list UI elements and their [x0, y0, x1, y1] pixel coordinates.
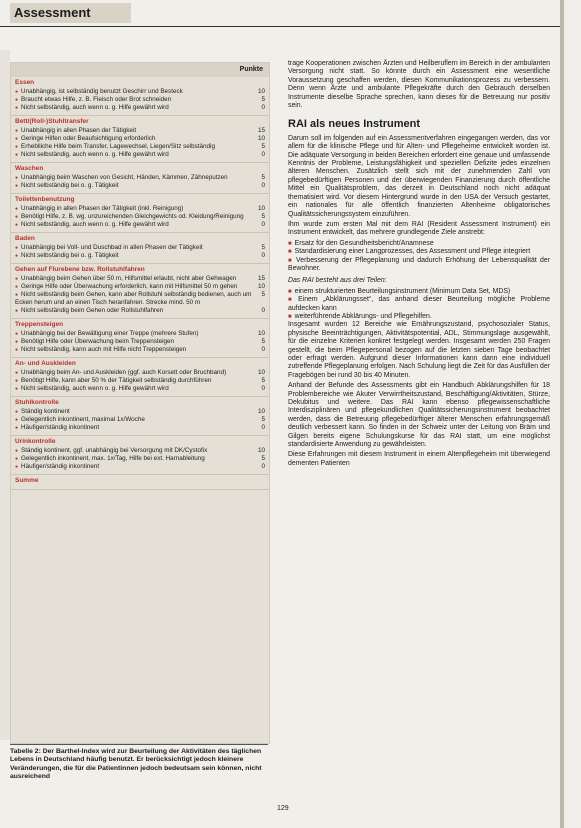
list-item: ■ Einem „Abklärungsset“, das anhand dieser Beurteilung mögliche Probleme aufdecken kann: [288, 296, 550, 313]
list-item: ■ weiterführende Abklärungs- und Pflegehilfen.: [288, 313, 550, 321]
table-row: [15, 338, 265, 346]
points-value: 10: [257, 135, 265, 142]
criterion-text: ● Benötigt Hilfe oder Überwachung beim Treppensteigen: [15, 338, 174, 346]
criterion-text: ● Unabhängig bei der Bewältigung einer Treppe (mehrere Stufen): [15, 330, 199, 338]
points-value: 0: [261, 346, 265, 353]
section-heading: Essen: [15, 79, 35, 86]
points-value: 10: [257, 88, 265, 95]
points-value: 15: [257, 275, 265, 282]
points-value: 10: [257, 369, 265, 376]
table-row: [15, 307, 265, 315]
paragraph: Anhand der Befunde des Assessments gibt ein Handbuch Abklärungshilfen für 18 Problembereiche wie Akuter Verwirrtheitszustand, Beschäftigung/Aktivitäten, Stürze, Dekubitus und weitere. Das RAI kann ebenso pflegewissenschaftliche Interdisziplinären und pflegekundlichen Qualitätssicherungsinstrument beobachtet werden, dass die Betreuung pflegebedürftiger älterer Menschen erfahrungsgemäß deutlich verbessert kann. So finden in der Schweiz unter der Leitung von Bräm und Gilgen bereits eigene Schulungskurse für das RAI statt, um eine möglichst standardisierte Anwendung zu gewährleisten.: [288, 382, 550, 449]
criterion-text: ● Unabhängig bei Voll- und Duschbad in allen Phasen der Tätigkeit: [15, 244, 203, 252]
table-section: [11, 358, 269, 397]
list-item: ■ einem strukturierten Beurteilungsinstrument (Minimum Data Set, MDS): [288, 288, 550, 296]
section-heading: Baden: [15, 235, 35, 242]
paragraph: Insgesamt wurden 12 Bereiche wie Ernährungszustand, psychosozialer Status, physische Beeinträchtigungen, Aktivitätspotential, ADL, Stimmungslage ausgewählt, für die einzelne Kriterien konkret festgelegt werden. Insgesamt werden 250 Fragen gestellt, die beim Pflegepersonal bezogen auf die letzten sieben Tage beobachtet oder erfragt werden. Aufgrund dieser Informationen kann dann eine individuell zutreffende Pflegeplanung erfolgen. Nach Schulung liegt die Zeit für das Ausfüllen der Fragebögen bei rund 30 bis 40 Minuten.: [288, 321, 550, 379]
subheading: Das RAI besteht aus drei Teilen:: [288, 277, 387, 285]
section-heading: Urinkontrolle: [15, 438, 56, 445]
points-value: 0: [261, 424, 265, 431]
table-row: [15, 143, 265, 151]
table-section: [11, 475, 269, 490]
criterion-text: ● Unabhängig, ist selbständig benutzt Geschirr und Besteck: [15, 88, 183, 96]
criterion-text: ● Gelegentlich inkontinent, max. 1x/Tag, Hilfe bei ext. Harnableitung: [15, 455, 205, 463]
table-row: [15, 151, 265, 159]
table-row: [15, 408, 265, 416]
criterion-text: ● Unabhängig beim Gehen über 50 m, Hilfsmittel erlaubt, nicht aber Gehwagen: [15, 275, 236, 283]
table-row: [15, 369, 265, 377]
list-item: ■ Standardisierung einer Langprozesses, des Assessment und Pflege integriert: [288, 248, 550, 256]
intro-paragraph: trage Kooperationen zwischen Ärzten und Heilberuflern im Bereich in der ambulanten Versorgung nicht statt. So könnte durch ein Assessment eine wesentliche Voraussetzung geschaffen werden, diesen Kommunikationsprozess zu verbessern. Denn wenn Ärzte und ambulante Pflegekräfte durch den Gebrauch derselben Instrumente dieselbe Sprache sprechen, kann dieses für die Betreuung nur positiv sein.: [288, 60, 550, 110]
points-value: 0: [261, 385, 265, 392]
criterion-text: ● Braucht etwas Hilfe, z. B. Fleisch oder Brot schneiden: [15, 96, 171, 104]
table-row: [15, 377, 265, 385]
table-row: [15, 330, 265, 338]
points-value: 0: [261, 252, 265, 259]
points-value: 10: [257, 447, 265, 454]
points-value: 5: [261, 338, 265, 345]
points-value: 5: [261, 377, 265, 384]
table-row: [15, 416, 265, 424]
points-value: 10: [257, 330, 265, 337]
criterion-text: ● Geringe Hilfe oder Überwachung erforderlich, kann mit Hilfsmittel 50 m gehen: [15, 283, 237, 291]
criterion-text: ● Unabhängig in allen Phasen der Tätigkeit: [15, 127, 136, 135]
table-row: [15, 252, 265, 260]
list-item: ■ Verbesserung der Pflegeplanung und dadurch Erhöhung der Lebensqualität der Bewohner.: [288, 257, 550, 274]
article-column: [288, 60, 550, 470]
table-section: [11, 436, 269, 475]
table-row: [15, 424, 265, 432]
table-section: [11, 77, 269, 116]
table-section: [11, 116, 269, 163]
table-caption: Tabelle 2: Der Barthel-Index wird zur Beurteilung der Aktivitäten des täglichen Lebens in Deutschland häufig benutzt. Er berücksichtigt jedoch kleinere Veränderungen, die für die Patientinnen jedoch bedeutsam sein können, nicht ausreichend: [10, 748, 262, 780]
table-row: [15, 455, 265, 463]
paragraph: Diese Erfahrungen mit diesem Instrument in einem Altenpflegeheim mit überwiegend dementen Patienten: [288, 451, 550, 467]
table-row: [15, 463, 265, 471]
points-value: 0: [261, 104, 265, 111]
points-value: 5: [261, 455, 265, 462]
table-section: [11, 163, 269, 194]
list-item: ■ Ersatz für den Gesundheitsbericht/Anamnese: [288, 240, 550, 248]
section-heading: Gehen auf Flurebene bzw. Rollstuhlfahren: [15, 266, 145, 273]
points-value: 5: [261, 213, 265, 220]
page-header: [0, 0, 560, 27]
table-row: [15, 127, 265, 135]
page-number: 129: [277, 805, 289, 812]
section-heading: Toilettenbenutzung: [15, 196, 75, 203]
table-row: [15, 283, 265, 291]
criterion-text: ● Nicht selbständig bei o. g. Tätigkeit: [15, 182, 119, 190]
points-value: 5: [261, 174, 265, 181]
criterion-text: ● Nicht selbständig beim Gehen oder Rollstuhlfahren: [15, 307, 163, 315]
section-heading: Waschen: [15, 165, 44, 172]
criterion-text: ● Häufiger/ständig inkontinent: [15, 424, 99, 432]
table-row: [15, 135, 265, 143]
criterion-text: ● Nicht selbständig, auch wenn o. g. Hilfe gewährt wird: [15, 385, 169, 393]
table-sections: [11, 77, 269, 490]
criterion-text: ● Nicht selbständig bei o. g. Tätigkeit: [15, 252, 119, 260]
criterion-text: ● Unabhängig beim Waschen von Gesicht, Händen, Kämmen, Zähneputzen: [15, 174, 228, 182]
table-row: [15, 221, 265, 229]
table-section: [11, 194, 269, 233]
table-row: [15, 213, 265, 221]
table-row: [15, 244, 265, 252]
points-value: 15: [257, 127, 265, 134]
table-row: [15, 96, 265, 104]
criterion-text: ● Benötigt Hilfe, z. B. wg. unzureichenden Gleichgewichts od. Kleidung/Reinigung: [15, 213, 244, 221]
table-section: [11, 397, 269, 436]
points-value: 5: [261, 143, 265, 150]
points-value: 5: [261, 96, 265, 103]
points-value: 0: [261, 463, 265, 470]
points-value: 5: [261, 416, 265, 423]
criterion-text: ● Nicht selbständig, auch wenn o. g. Hilfe gewährt wird: [15, 104, 169, 112]
table-row: [15, 104, 265, 112]
section-heading: Bett/(Roll-)Stuhltransfer: [15, 118, 89, 125]
section-heading: An- und Auskleiden: [15, 360, 76, 367]
criterion-text: ● Häufiger/ständig inkontinent: [15, 463, 99, 471]
section-title: Assessment: [10, 3, 131, 23]
criterion-text: ● Ständig kontinent: [15, 408, 70, 416]
points-value: 10: [257, 408, 265, 415]
table-row: [15, 88, 265, 96]
table-section: [11, 233, 269, 264]
paragraph: Darum soll im folgenden auf ein Assessmentverfahren eingegangen werden, das vor allem für die klinische Pflege und für Alten- und Pflegeheime entwickelt worden ist. Die adäquate Versorgung in beiden Bereichen erfordert eine genaue und umfassende Kenntnis der Probleme, Leistungsfähigkeit und speziellen Defizite jedes einzelnen älteren Menschen. Zusätzlich stellt sich mit der zunehmenden Zahl von pflegebedürftigen Personen und der überwiegenden Finanzierung durch öffentliche Mittel ein Qualitätsproblem, das derzeit in Deutschland noch nicht adäquat thematisiert wird. Vor diesem Hintergrund wurde in den USA der Versuch gestartet, ein nationales für alle öffentlich finanzierten Altenheime obligatorisches Qualitätssicherungssystem einzuführen.: [288, 134, 550, 218]
points-value: 0: [261, 221, 265, 228]
criterion-text: ● Ständig kontinent, ggf. unabhängig bei Versorgung mit DK/Cystofix: [15, 447, 207, 455]
table-row: [15, 205, 265, 213]
criterion-text: ● Nicht selbständig, kann auch mit Hilfe nicht Treppensteigen: [15, 346, 186, 354]
table-row: [15, 275, 265, 283]
criterion-text: ● Gelegentlich inkontinent, maximal 1x/Woche: [15, 416, 145, 424]
table-row: [15, 346, 265, 354]
table-section: [11, 319, 269, 358]
points-value: 0: [261, 182, 265, 189]
points-value: 5: [261, 244, 265, 251]
points-header: Punkte: [239, 66, 263, 73]
margin-rule: [560, 0, 564, 828]
criterion-text: ● Nicht selbständig, auch wenn o. g. Hilfe gewährt wird: [15, 151, 169, 159]
points-value: 0: [261, 151, 265, 158]
points-value: 10: [257, 283, 265, 290]
caption-rule: [10, 744, 268, 745]
section-heading: Treppensteigen: [15, 321, 64, 328]
criterion-text: ● Benötigt Hilfe, kann aber 50 % der Tätigkeit selbständig durchführen: [15, 377, 211, 385]
section-heading: Stuhlkontrolle: [15, 399, 59, 406]
table-row: [15, 385, 265, 393]
criterion-text: ● Nicht selbständig, auch wenn o. g. Hilfe gewährt wird: [15, 221, 169, 229]
criterion-text: ● Unabhängig in allen Phasen der Tätigkeit (inkl. Reinigung): [15, 205, 183, 213]
paragraph: Ihm wurde zum ersten Mal mit dem RAI (Resident Assessment Instrument) ein Instrument entwickelt, das mehrere grundlegende Ziele anstrebt:: [288, 220, 550, 237]
criterion-text: ● Unabhängig beim An- und Auskleiden (ggf. auch Korsett oder Bruchband): [15, 369, 226, 377]
table-section: [11, 264, 269, 319]
points-value: 10: [257, 205, 265, 212]
table-row: [15, 174, 265, 182]
article-heading: RAI als neues Instrument: [288, 118, 421, 131]
criterion-text: ● Geringe Hilfen oder Beaufsichtigung erforderlich: [15, 135, 155, 143]
table-header: [11, 63, 269, 77]
criterion-text: ● Nicht selbständig beim Gehen, kann aber Rollstuhl selbständig bedienen, auch um Ecken herum und an einen Tisch heranfahren. Strecke mind. 50 m: [15, 291, 257, 307]
table-row: [15, 291, 265, 307]
table-row: [15, 447, 265, 455]
table-row: [15, 182, 265, 190]
margin-strip: [0, 50, 10, 740]
points-value: 5: [261, 291, 265, 298]
barthel-index-table: [10, 62, 270, 744]
section-heading: Summe: [15, 477, 39, 484]
points-value: 0: [261, 307, 265, 314]
criterion-text: ● Erheblliche Hilfe beim Transfer, Lagewechsel, Liegen/Sitz selbständig: [15, 143, 215, 151]
